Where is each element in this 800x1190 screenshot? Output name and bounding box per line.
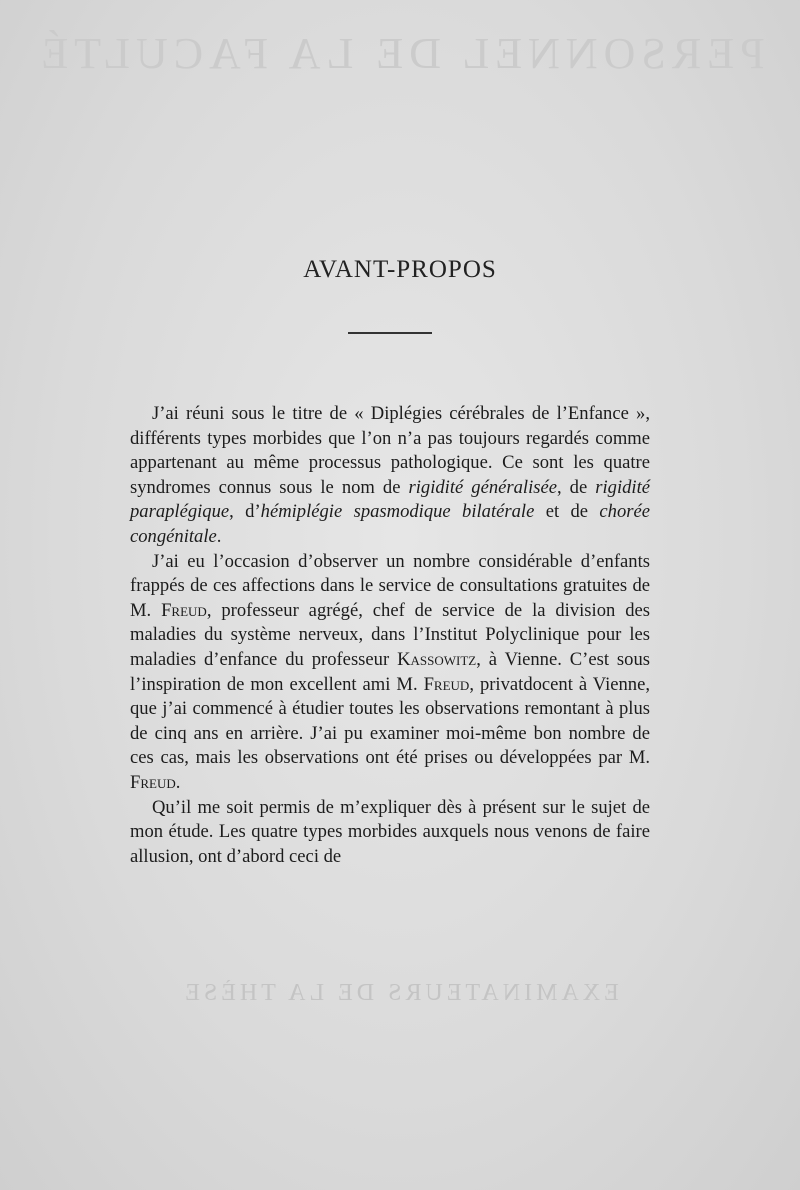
bleed-through-heading: PERSONNEL DE LA FACULTÉ [35,29,765,78]
italic-term: hémiplégie spasmodique bilatérale [260,501,535,523]
text-run: . [175,771,181,793]
text-run: , à Vienne. C’est sous l’inspiration de mon excellent ami M. [130,648,650,695]
proper-name: Freud [423,673,470,695]
title-divider [348,332,432,334]
paragraph-2 [130,550,650,796]
text-run: Qu’il me soit permis de m’expliquer dès à présent sur le sujet de mon étude. Les quatre types morbides auxquels nous venons de faire allusion, ont d’abord ceci de [130,796,650,867]
proper-name: Freud [161,599,207,621]
paragraph-3 [130,796,650,870]
text-run: , professeur agrégé, chef de service de la division des maladies du système nerveux, dans l’Institut Polyclinique pour les maladies d’enfance du professeur [130,599,650,670]
text-run: et de [534,501,600,523]
text-run: J’ai réuni sous le titre de « Diplégies cérébrales de l’Enfance », différents types morbides que l’on n’a pas toujours regardés comme appartenant au même processus pathologique. Ce sont les quatre syndromes connus sous le nom de [130,403,650,498]
page-title: AVANT-PROPOS [303,256,497,283]
text-run: , d’ [229,501,261,523]
italic-term: rigidité généralisée [408,476,557,498]
proper-name: Freud [130,771,176,793]
paragraph-1 [130,402,650,550]
bleed-through-footer: EXAMINATEURS DE LA THÈSE [181,980,619,1006]
text-run: J’ai eu l’occasion d’observer un nombre considérable d’enfants frappés de ces affections dans le service de consultations gratuites de M. [130,550,650,621]
text-run: . [216,525,222,547]
proper-name: Kassowitz [397,648,477,670]
body-text [130,402,650,869]
italic-term: chorée congénitale [130,501,650,547]
italic-term: rigidité paraplégique [130,476,650,523]
text-run: , privatdocent à Vienne, que j’ai commencé à étudier toutes les observations remontant à plus de cinq ans en arrière. J’ai pu examiner moi-même bon nombre de ces cas, mais les observations ont été prises ou développées par M. [130,673,650,769]
text-run: , de [556,476,596,498]
